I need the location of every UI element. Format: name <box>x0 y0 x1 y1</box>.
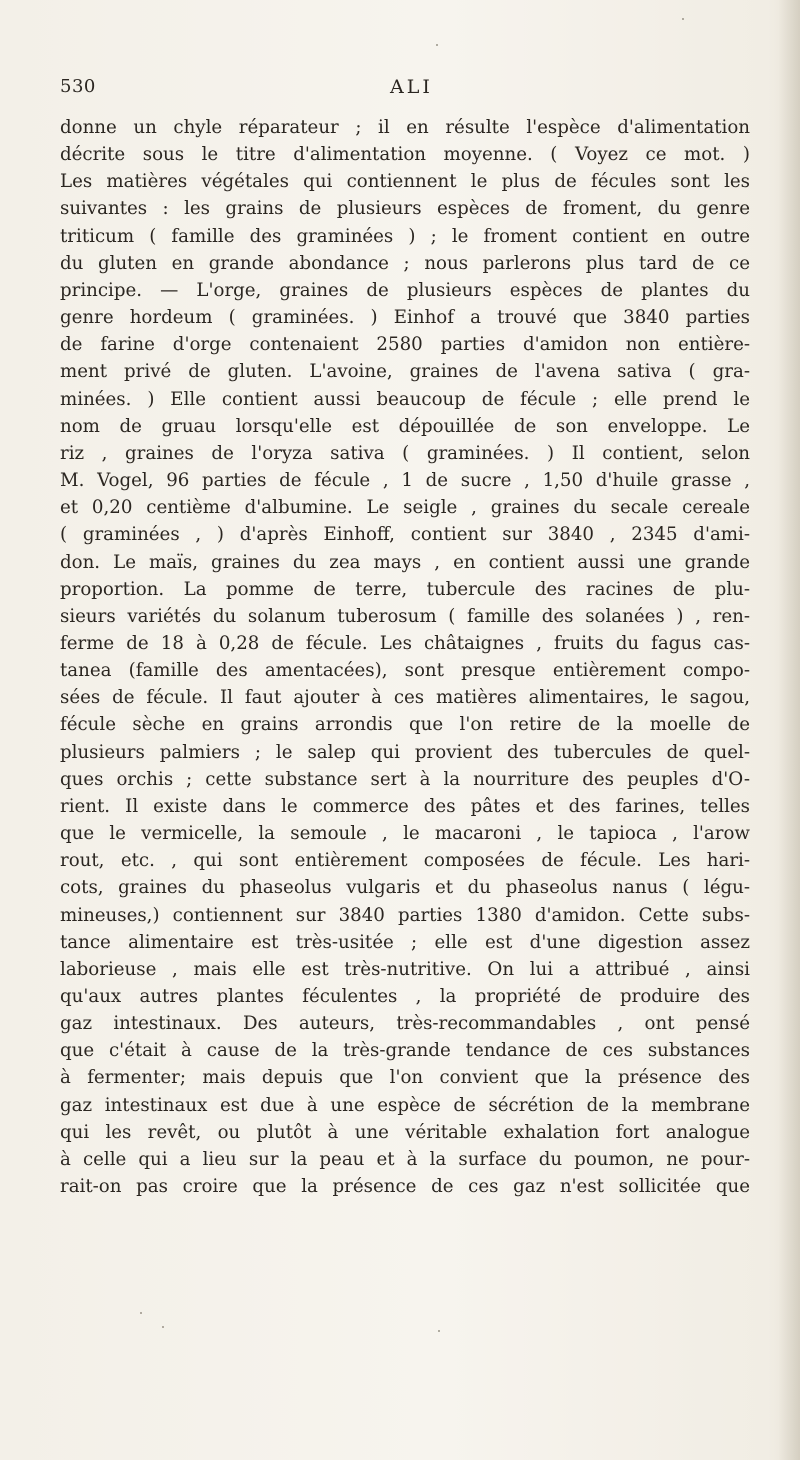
text-line: mineuses,) contiennent sur 3840 parties 1380 d'amidon. Cette subs- <box>60 904 750 926</box>
text-line: proportion. La pomme de terre, tubercule des racines de plu- <box>60 578 750 600</box>
text-line: que le vermicelle, la semoule , le macaroni , le tapioca , l'arow <box>60 823 750 845</box>
text-line: rient. Il existe dans le commerce des pâtes et des farines, telles <box>60 795 750 817</box>
text-line: genre hordeum ( graminées. ) Einhof a trouvé que 3840 parties <box>60 307 750 329</box>
page-header <box>60 76 750 110</box>
paper-speck <box>682 18 684 20</box>
text-line: triticum ( famille des graminées ) ; le froment contient en outre <box>60 225 750 247</box>
paper-speck <box>438 1330 440 1332</box>
paper-speck <box>162 1326 164 1328</box>
running-head: ALI <box>390 76 433 98</box>
text-line: fécule sèche en grains arrondis que l'on retire de la moelle de <box>60 714 750 736</box>
text-line: ques orchis ; cette substance sert à la nourriture des peuples d'O- <box>60 768 750 790</box>
text-line: sieurs variétés du solanum tuberosum ( famille des solanées ) , ren- <box>60 605 750 627</box>
text-line: du gluten en grande abondance ; nous parlerons plus tard de ce <box>60 252 750 274</box>
text-line: minées. ) Elle contient aussi beaucoup de fécule ; elle prend le <box>60 388 750 410</box>
paper-speck <box>140 1312 142 1314</box>
text-line: que c'était à cause de la très-grande tendance de ces substances <box>60 1040 750 1062</box>
text-line: cots, graines du phaseolus vulgaris et du phaseolus nanus ( légu- <box>60 877 750 899</box>
text-line: rout, etc. , qui sont entièrement composées de fécule. Les hari- <box>60 850 750 872</box>
text-line: et 0,20 centième d'albumine. Le seigle , graines du secale cereale <box>60 497 750 519</box>
text-line: rait-on pas croire que la présence de ces gaz n'est sollicitée que <box>60 1176 750 1198</box>
text-line: riz , graines de l'oryza sativa ( graminées. ) Il contient, selon <box>60 442 750 464</box>
text-line: M. Vogel, 96 parties de fécule , 1 de sucre , 1,50 d'huile grasse , <box>60 470 750 492</box>
body-text <box>60 114 750 1200</box>
text-line: ment privé de gluten. L'avoine, graines de l'avena sativa ( gra- <box>60 361 750 383</box>
page-number: 530 <box>60 76 96 97</box>
text-line: laborieuse , mais elle est très-nutritive. On lui a attribué , ainsi <box>60 958 750 980</box>
text-line: plusieurs palmiers ; le salep qui provient des tubercules de quel- <box>60 741 750 763</box>
paper-speck <box>436 44 438 46</box>
text-line: gaz intestinaux. Des auteurs, très-recommandables , ont pensé <box>60 1013 750 1035</box>
text-line: principe. — L'orge, graines de plusieurs espèces de plantes du <box>60 279 750 301</box>
text-line: donne un chyle réparateur ; il en résulte l'espèce d'alimentation <box>60 117 750 138</box>
text-line: tanea (famille des amentacées), sont presque entièrement compo- <box>60 660 750 682</box>
text-line: tance alimentaire est très-usitée ; elle est d'une digestion assez <box>60 931 750 953</box>
page-edge-shadow <box>778 0 800 1460</box>
text-line: à fermenter; mais depuis que l'on convient que la présence des <box>60 1067 750 1089</box>
text-line: Les matières végétales qui contiennent le plus de fécules sont les <box>60 171 750 193</box>
text-line: ferme de 18 à 0,28 de fécule. Les châtaignes , fruits du fagus cas- <box>60 632 750 654</box>
text-line: suivantes : les grains de plusieurs espèces de froment, du genre <box>60 198 750 220</box>
text-line: qui les revêt, ou plutôt à une véritable exhalation fort analogue <box>60 1121 750 1143</box>
text-line: qu'aux autres plantes féculentes , la propriété de produire des <box>60 986 750 1007</box>
text-line: décrite sous le titre d'alimentation moyenne. ( Voyez ce mot. ) <box>60 144 750 166</box>
text-line: à celle qui a lieu sur la peau et à la surface du poumon, ne pour- <box>60 1148 750 1170</box>
text-line: ( graminées , ) d'après Einhoff, contient sur 3840 , 2345 d'ami- <box>60 524 750 546</box>
text-line: don. Le maïs, graines du zea mays , en contient aussi une grande <box>60 551 750 573</box>
text-line: nom de gruau lorsqu'elle est dépouillée de son enveloppe. Le <box>60 415 750 437</box>
text-line: gaz intestinaux est due à une espèce de sécrétion de la membrane <box>60 1094 750 1116</box>
text-line: sées de fécule. Il faut ajouter à ces matières alimentaires, le sagou, <box>60 687 750 709</box>
text-line: de farine d'orge contenaient 2580 parties d'amidon non entière- <box>60 334 750 356</box>
